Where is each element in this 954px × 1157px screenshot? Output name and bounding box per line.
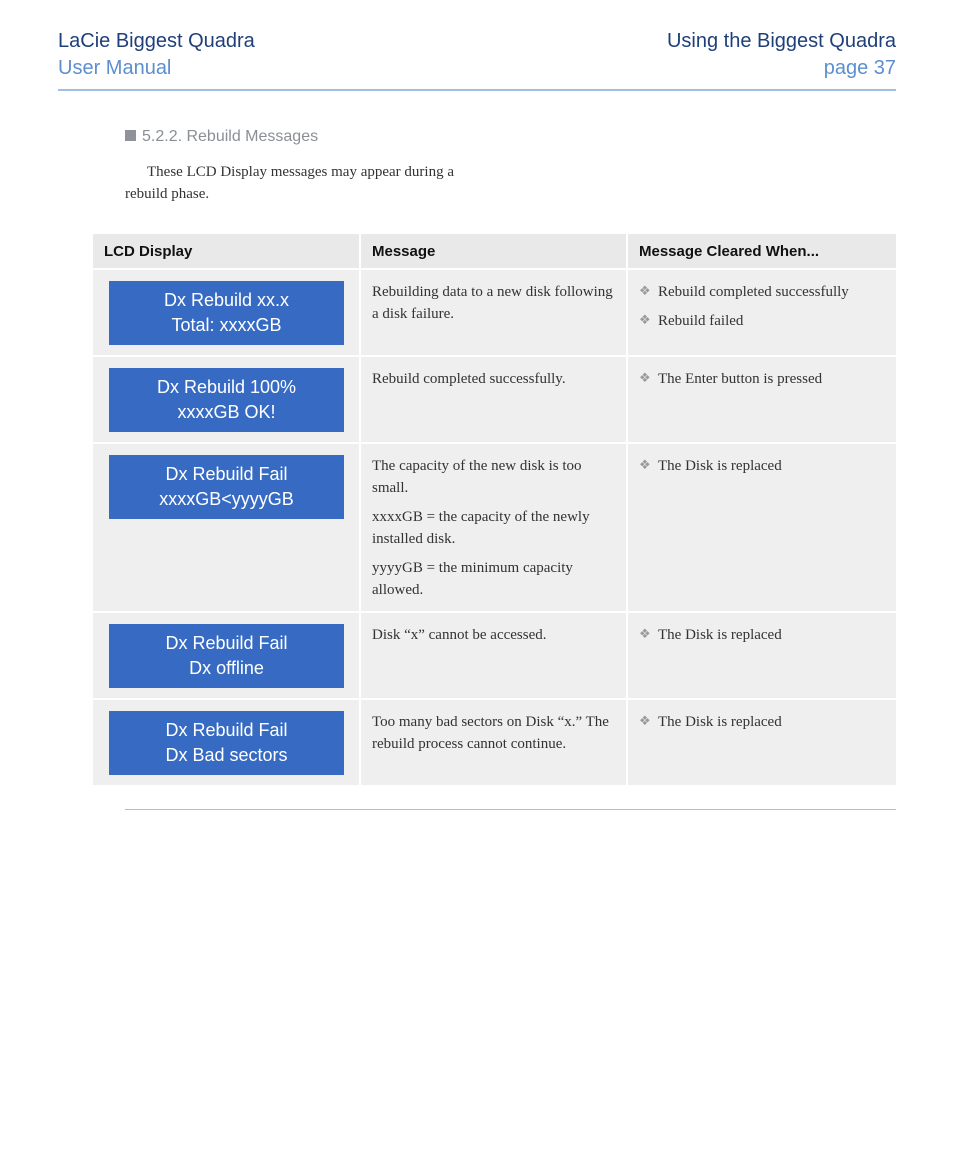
document-title: User Manual bbox=[58, 57, 172, 79]
lcd-line: Dx Rebuild xx.x bbox=[163, 290, 290, 310]
cleared-text: The Disk is replaced bbox=[658, 627, 782, 643]
cleared-cell bbox=[627, 269, 896, 356]
lcd-display-cell bbox=[93, 356, 360, 443]
four-diamond-bullet-icon: ❖ bbox=[639, 371, 651, 386]
cleared-text: Rebuild completed successfully bbox=[658, 284, 849, 300]
lcd-display-cell bbox=[93, 612, 360, 699]
lcd-display-cell bbox=[93, 443, 360, 612]
lcd-screen bbox=[109, 281, 344, 345]
message-text: Rebuild completed successfully. bbox=[372, 371, 566, 387]
message-text: xxxxGB = the capacity of the newly installed disk. bbox=[372, 509, 590, 547]
cleared-item bbox=[639, 368, 885, 390]
cleared-cell bbox=[627, 443, 896, 612]
table-row bbox=[93, 612, 896, 699]
message-text: Disk “x” cannot be accessed. bbox=[372, 627, 547, 643]
footer-divider bbox=[125, 809, 896, 810]
table-row bbox=[93, 356, 896, 443]
four-diamond-bullet-icon: ❖ bbox=[639, 458, 651, 473]
lcd-line: xxxxGB<yyyyGB bbox=[159, 489, 294, 509]
column-header: LCD Display bbox=[93, 234, 360, 269]
message-cell bbox=[360, 699, 627, 786]
message-text: The capacity of the new disk is too small. bbox=[372, 458, 582, 496]
four-diamond-bullet-icon: ❖ bbox=[639, 313, 651, 328]
message-text: Too many bad sectors on Disk “x.” The rebuild process cannot continue. bbox=[372, 714, 609, 752]
message-text: yyyyGB = the minimum capacity allowed. bbox=[372, 560, 573, 598]
cleared-item bbox=[639, 624, 885, 646]
message-text: Rebuilding data to a new disk following a disk failure. bbox=[372, 284, 613, 322]
cleared-cell bbox=[627, 356, 896, 443]
header-right bbox=[667, 28, 896, 82]
lcd-line: Dx Rebuild Fail bbox=[165, 464, 288, 484]
cleared-item bbox=[639, 711, 885, 733]
lcd-screen bbox=[109, 711, 344, 775]
section-heading bbox=[125, 128, 318, 146]
cleared-cell bbox=[627, 699, 896, 786]
intro-paragraph: These LCD Display messages may appear during a rebuild phase. bbox=[125, 164, 454, 202]
table-row bbox=[93, 699, 896, 786]
lcd-line: Dx Rebuild Fail bbox=[165, 633, 288, 653]
cleared-text: The Disk is replaced bbox=[658, 714, 782, 730]
section-heading-text: 5.2.2. Rebuild Messages bbox=[142, 128, 319, 145]
message-cell bbox=[360, 612, 627, 699]
message-cell bbox=[360, 269, 627, 356]
lcd-display-cell bbox=[93, 699, 360, 786]
lcd-screen bbox=[109, 368, 344, 432]
lcd-line: Dx offline bbox=[189, 658, 264, 678]
lcd-line: xxxxGB OK! bbox=[177, 402, 276, 422]
lcd-screen bbox=[109, 624, 344, 688]
cleared-text: Rebuild failed bbox=[658, 313, 744, 329]
table-row bbox=[93, 443, 896, 612]
message-cell bbox=[360, 443, 627, 612]
lcd-line: Total: xxxxGB bbox=[171, 315, 282, 335]
lcd-line: Dx Rebuild Fail bbox=[165, 720, 288, 740]
four-diamond-bullet-icon: ❖ bbox=[639, 627, 651, 642]
square-bullet-icon bbox=[125, 130, 136, 141]
four-diamond-bullet-icon: ❖ bbox=[639, 714, 651, 729]
header-divider bbox=[58, 89, 896, 91]
table-row bbox=[93, 269, 896, 356]
message-cell bbox=[360, 356, 627, 443]
rebuild-messages-table bbox=[93, 234, 896, 787]
cleared-cell bbox=[627, 612, 896, 699]
four-diamond-bullet-icon: ❖ bbox=[639, 284, 651, 299]
lcd-line: Dx Bad sectors bbox=[165, 745, 288, 765]
lcd-screen bbox=[109, 455, 344, 519]
header-left bbox=[58, 28, 255, 82]
column-header: Message Cleared When... bbox=[627, 234, 896, 269]
cleared-item bbox=[639, 281, 885, 303]
table-header-row bbox=[93, 234, 896, 269]
chapter-title: Using the Biggest Quadra bbox=[666, 30, 896, 52]
cleared-item bbox=[639, 310, 885, 332]
page-number: page 37 bbox=[823, 57, 896, 79]
product-title: LaCie Biggest Quadra bbox=[58, 30, 255, 52]
column-header: Message bbox=[360, 234, 627, 269]
cleared-text: The Enter button is pressed bbox=[658, 371, 823, 387]
lcd-display-cell bbox=[93, 269, 360, 356]
cleared-item bbox=[639, 455, 885, 477]
cleared-text: The Disk is replaced bbox=[658, 458, 782, 474]
lcd-line: Dx Rebuild 100% bbox=[156, 377, 297, 397]
